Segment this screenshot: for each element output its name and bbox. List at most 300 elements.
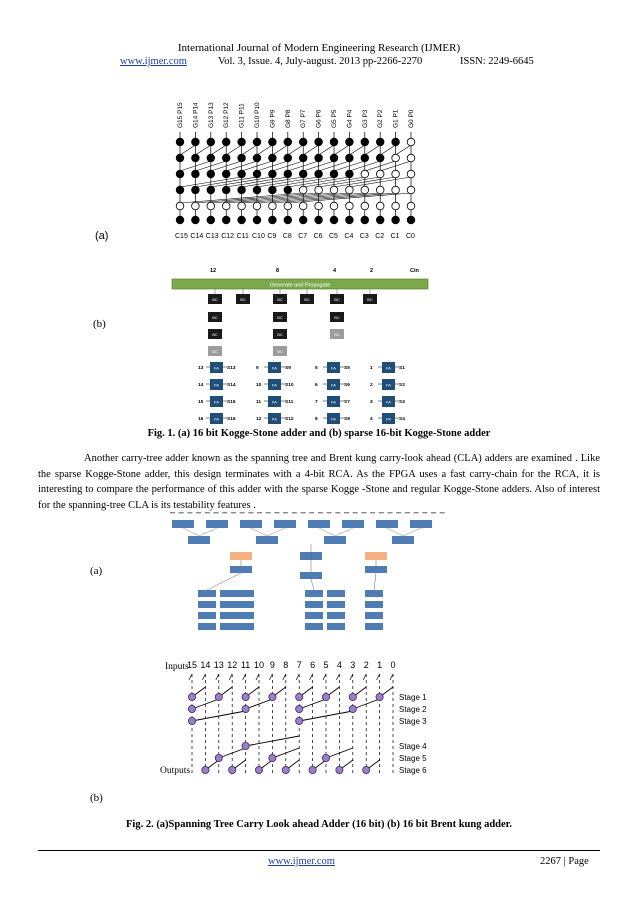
ks-node [222,138,230,146]
fa-output-label: S5 [344,366,350,371]
fa-output-label: S6 [344,383,350,388]
st-wire [207,573,241,590]
fa-input-label: 11 [256,400,262,405]
bk-input-number: 3 [350,660,356,670]
fa-label: FA [331,416,336,422]
bk-input-tick [256,674,259,680]
bk-input-tick [323,674,326,680]
ks-node [346,202,354,210]
st-gp-block [188,536,210,544]
fa-input-label: 10 [256,383,262,388]
bk-node [282,766,289,773]
fa-output-label: S4 [399,417,405,422]
ks-node [207,170,215,178]
ks-node [192,202,200,210]
ks-output-label: C13 [205,233,219,240]
fa-label: FA [386,416,391,422]
ks-node [376,202,384,210]
st-fa-block [327,590,345,597]
bc-label: BC [334,297,340,302]
ks-node [407,216,415,224]
st-input-mark [240,512,245,513]
ks-node [361,202,369,210]
bk-node [188,717,195,724]
bk-stage-label: Stage 2 [399,705,427,714]
st-fa-block [198,612,216,619]
bk-node [309,766,316,773]
bk-stage-label: Stage 1 [399,693,427,702]
sparse-kogge-stone-diagram [170,262,438,428]
ks-diagonal-wire [303,145,318,155]
ks-node [407,170,415,178]
ks-top-labels [177,102,415,128]
ks-node [330,216,338,224]
fa-label: FA [386,399,391,405]
st-fa-block [305,612,323,619]
bk-input-tick [269,674,272,680]
st-wire [251,528,267,536]
ks-node [361,138,369,146]
st-fa-block [236,590,254,597]
ks-node [222,202,230,210]
st-fa-block [220,590,238,597]
st-c-block [230,566,252,573]
ks-node [299,216,307,224]
fa-input-label: 3 [370,400,373,405]
st-input-mark [414,512,419,513]
bc-label: BC [334,315,340,320]
st-input-mark [292,512,297,513]
ks-node [207,202,215,210]
ks-input-label: G8 P8 [284,109,292,128]
ks-input-label: G10 P10 [254,102,261,128]
ks-output-label: C10 [252,233,265,240]
bk-input-tick [216,674,219,680]
ks-node [361,216,369,224]
journal-title: International Journal of Modern Engineering Research (IJMER) [177,42,461,54]
st-gp-block [240,520,262,528]
st-input-mark [379,512,384,513]
st-wire [387,528,403,536]
fa-input-label: 5 [315,366,318,371]
st-c-block [300,572,322,579]
bk-input-numbers [187,660,396,670]
body-paragraph: Another carry-tree adder known as the spanning tree and Brent kung carry-look ahead (CLA) adders are examined . Like the sparse Kogge-Stone adder, this design terminates with a 4-bit RCA. As the FPGA uses a fast carry-chain for the RCA, it is interesting to compare the performance of this adder with the sparse Kogge -Stone and regular Kogge-Stone adders. Also of interest for the spanning-tree CLA is its testability features . [38,453,600,511]
bk-node [215,754,222,761]
ks-node [330,202,338,210]
ks-node [284,186,292,194]
bk-input-number: 11 [240,660,251,670]
ks-output-label: C5 [329,233,338,240]
bk-node [322,693,329,700]
ks-node [284,170,292,178]
ks-node [222,216,230,224]
footer-page-number: 2267 | Page [540,856,589,867]
ks-node [192,154,200,162]
fa-label: FA [272,382,277,388]
st-orange-block [365,552,387,560]
bk-input-tick [283,674,286,680]
ks-bottom-labels [175,233,415,240]
ks-output-label: C3 [359,233,369,240]
st-input-mark [344,512,349,513]
ks-node [376,170,384,178]
ks-node [176,202,184,210]
ks-input-label: G3 P3 [361,109,369,128]
ks-node [207,216,215,224]
ks-diagonal-wire [380,145,395,155]
bk-input-tick [189,674,192,680]
spanning-tree-blocks [170,512,445,630]
ks-node [176,216,184,224]
ks-node [392,216,400,224]
ks-node [284,154,292,162]
st-input-mark [274,512,279,513]
figure-2-caption: Fig. 2. (a)Spanning Tree Carry Look ahead Adder (16 bit) (b) 16 bit Brent kung adder. [125,819,513,830]
ks-node [407,186,415,194]
st-input-mark [170,512,175,513]
fa-output-label: S7 [344,400,350,405]
bc-label: BC [212,297,218,302]
st-input-mark [196,512,201,513]
st-fa-block [327,601,345,608]
ks-input-label: G6 P6 [315,109,323,128]
bk-input-tick [377,674,380,680]
fa-label: FA [331,382,336,388]
ks-node [269,154,277,162]
st-wire [403,528,421,536]
ks-node [269,202,277,210]
bk-stage-label: Stage 5 [399,754,427,763]
bk-input-number: 9 [269,660,275,670]
bk-wire [326,748,353,758]
st-fa-block [198,623,216,630]
ks-node [207,138,215,146]
ks-node [315,154,323,162]
ks-node [376,138,384,146]
st-fa-block [198,601,216,608]
ks-node [407,202,415,210]
bc-label: BC [277,349,283,354]
bk-input-tick [229,674,232,680]
bk-node [322,754,329,761]
bc-label: BC [304,297,310,302]
ks-node [207,186,215,194]
ks-node [253,186,261,194]
ks-node [315,216,323,224]
bk-input-number: 7 [296,660,302,670]
bk-input-number: 1 [377,660,383,670]
ks-node [315,186,323,194]
ks-diagonal-wire [319,145,334,155]
st-input-mark [361,512,366,513]
fa-label: FA [331,365,336,371]
ks-output-label: C1 [390,233,400,240]
brent-kung-diagram [186,660,446,778]
ks-diagonal-wire [349,145,364,155]
st-wire [183,528,199,536]
ks-input-label: G15 P15 [177,102,184,128]
bk-node [296,717,303,724]
fa-label: FA [386,365,391,371]
ks-node [176,154,184,162]
bk-input-number: 2 [363,660,369,670]
ks-node [361,154,369,162]
st-input-mark [187,512,192,513]
bk-stage-label: Stage 4 [399,742,427,751]
ks-node [376,154,384,162]
ks-node [392,154,400,162]
ks-node [192,138,200,146]
sparse-top-label: 2 [370,268,374,274]
ks-node [222,170,230,178]
bk-node [188,693,195,700]
bk-node [188,705,195,712]
ks-node [376,186,384,194]
ks-node [299,202,307,210]
ks-input-label: G12 P12 [223,102,231,128]
bk-input-tick [336,674,339,680]
st-fa-block [220,612,238,619]
fa-label: FA [214,416,219,422]
bk-input-number: 5 [323,660,329,670]
fa-label: FA [272,365,277,371]
sparse-top-labels [210,268,420,274]
sparse-top-label: Cin [410,268,419,274]
ks-diagonal-wire [226,145,241,155]
st-fa-block [236,612,254,619]
bk-input-number: 6 [310,660,316,670]
st-wire [267,528,285,536]
ks-node [315,202,323,210]
ks-node [407,154,415,162]
bk-node [269,754,276,761]
fa-output-label: S16 [227,417,236,422]
ks-node [176,186,184,194]
fa-input-label: 16 [198,417,204,422]
fa-label: FA [272,399,277,405]
fa-output-label: S1 [399,366,405,371]
st-input-mark [405,512,410,513]
ks-node [269,186,277,194]
st-input-mark [214,512,219,513]
fa-output-label: S11 [285,400,294,405]
fa-input-label: 1 [370,366,373,371]
bk-input-number: 8 [283,660,289,670]
st-gp-block [342,520,364,528]
ks-node [207,154,215,162]
ks-node [392,202,400,210]
ks-diagonal-wire [211,145,226,155]
ks-node [407,138,415,146]
ks-output-label: C0 [406,233,415,240]
bk-node [296,693,303,700]
ks-input-label: G1 P1 [392,109,400,128]
st-input-mark [388,512,393,513]
kogge-stone-diagram [160,92,430,244]
bk-stage-label: Stage 3 [399,717,427,726]
st-input-mark [422,512,427,513]
bk-node [363,766,370,773]
ks-diagonal-wire [396,145,411,155]
st-gp-block [392,536,414,544]
header-volume: Vol. 3, Issue. 4, July-august. 2013 pp-2266-2270 [218,56,423,67]
st-fa-block [305,601,323,608]
fa-output-label: S14 [227,383,236,388]
ks-node [253,154,261,162]
ks-diagonal-wire [288,145,303,155]
bk-node [202,766,209,773]
fa-output-label: S2 [399,383,405,388]
ks-node [238,202,246,210]
st-input-mark [370,512,375,513]
ks-input-label: G4 P4 [346,109,354,128]
ks-node [238,170,246,178]
bk-input-number: 12 [227,660,238,670]
st-input-mark [396,512,401,513]
sparse-top-label: 12 [210,268,217,274]
st-fa-block [236,601,254,608]
st-fa-block [365,590,383,597]
header-url-link[interactable]: www.ijmer.com [120,56,187,67]
sparse-top-label: 8 [276,268,280,274]
header-issn: ISSN: 2249-6645 [460,56,534,67]
st-input-mark [248,512,253,513]
fa-label: FA [214,382,219,388]
ks-node [361,186,369,194]
st-fa-block [327,612,345,619]
ks-diagonal-wire [257,145,272,155]
st-input-mark [222,512,227,513]
fa-input-label: 8 [315,417,318,422]
bk-node [215,693,222,700]
st-fa-block [305,623,323,630]
ks-diagonal-wire [242,145,257,155]
fa-input-label: 4 [370,417,373,422]
fa-input-label: 2 [370,383,373,388]
ks-diagonal-wire [180,145,195,155]
ks-node [315,170,323,178]
st-input-mark [179,512,184,513]
ks-output-label: C8 [282,233,292,240]
bc-label: BC [212,349,218,354]
st-gp-block [274,520,296,528]
ks-input-label: G14 P14 [192,102,200,128]
st-wire [199,528,217,536]
ks-node [392,186,400,194]
fa-output-label: S10 [285,383,294,388]
bk-wire [272,748,299,758]
ks-output-label: C15 [175,233,188,240]
bk-node [242,693,249,700]
ks-node [392,138,400,146]
st-input-mark [205,512,210,513]
st-input-mark [257,512,262,513]
st-fa-block [365,612,383,619]
figure-1-caption: Fig. 1. (a) 16 bit Kogge-Stone adder and (b) sparse 16-bit Kogge-Stone adder [147,428,491,439]
fa-input-label: 7 [315,400,318,405]
ks-node [238,138,246,146]
bk-input-number: 15 [186,660,198,670]
footer-url-link[interactable]: www.ijmer.com [268,856,335,867]
ks-node [346,154,354,162]
fa-output-label: S13 [227,366,236,371]
bk-input-number: 0 [390,660,396,670]
bc-label: BC [240,297,246,302]
ks-node [238,186,246,194]
st-fa-block [236,623,254,630]
st-wire [335,528,353,536]
bk-input-number: 14 [200,660,211,670]
ks-input-label: G2 P2 [377,109,385,128]
ks-node [299,186,307,194]
ks-node [176,138,184,146]
ks-node [330,170,338,178]
st-fa-block [220,601,238,608]
ks-node [176,170,184,178]
st-input-mark [309,512,314,513]
ks-node [299,154,307,162]
ks-node [315,138,323,146]
bk-wire [219,748,246,758]
ks-output-label: C4 [344,233,354,240]
st-input-mark [431,512,436,513]
st-fa-block [365,623,383,630]
ks-node [269,170,277,178]
st-input-mark [353,512,358,513]
fig1-label-b: (b) [93,318,106,330]
ks-node [299,170,307,178]
st-input-mark [335,512,340,513]
ks-node [346,170,354,178]
fig1-label-a: (a) [95,230,109,242]
st-fa-block [327,623,345,630]
bk-input-tick [350,674,353,680]
bk-input-number: 4 [336,660,342,670]
bk-node [242,742,249,749]
bc-label: BC [277,315,283,320]
fa-output-label: S3 [399,400,405,405]
ks-node [392,170,400,178]
bk-node [242,705,249,712]
ks-diagonal-wire [272,145,287,155]
ks-output-label: C2 [375,233,385,240]
bk-wire [246,736,300,746]
ks-output-label: C9 [267,233,277,240]
ks-node [376,216,384,224]
fa-label: FA [272,416,277,422]
st-input-mark [231,512,236,513]
bk-input-tick [202,674,205,680]
st-input-mark [318,512,323,513]
bk-input-number: 10 [253,660,265,670]
bc-label: BC [212,315,218,320]
st-gp-block [172,520,194,528]
bc-label: BC [334,332,340,337]
bc-label: BC [277,332,283,337]
bk-node [349,705,356,712]
bk-node [229,766,236,773]
st-input-mark [283,512,288,513]
ks-node [346,186,354,194]
bc-label: BC [367,297,373,302]
ks-node [284,216,292,224]
st-input-mark [440,512,445,513]
st-fa-block [198,590,216,597]
ks-output-label: C11 [236,233,249,240]
bk-node [376,693,383,700]
ks-node [192,216,200,224]
